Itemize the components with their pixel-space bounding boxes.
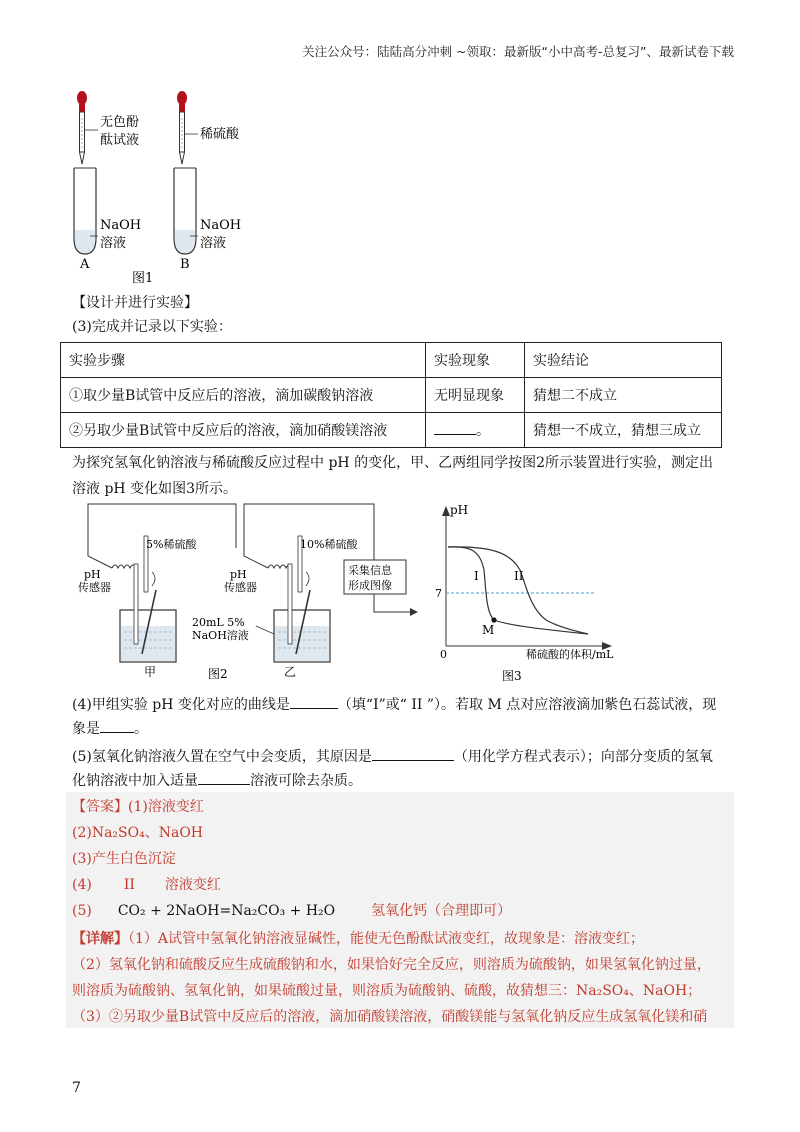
answer-blank — [100, 718, 134, 733]
section-title: 【设计并进行实验】 — [72, 295, 198, 311]
table-header-cell: 实验现象 — [426, 343, 525, 378]
tube-a-letter: A — [80, 257, 90, 272]
collector-label-2: 形成图像 — [348, 579, 392, 592]
tube-a-label-2: 溶液 — [100, 236, 127, 251]
answer-5-number: (5) — [72, 903, 92, 919]
detail-3: 则溶质为硫酸钠、氢氧化钠，如果硫酸过量，则溶质为硫酸钠、硫酸，故猜想三：Na₂SO₄、NaOH； — [72, 983, 702, 999]
figure-3-ph-chart — [430, 500, 640, 686]
beaker-yi-icon — [274, 536, 330, 662]
dropper-a-label: 无色酚 — [100, 115, 140, 130]
tube-b-letter: B — [180, 257, 190, 272]
table-cell: ②另取少量B试管中反应后的溶液，滴加硝酸镁溶液 — [61, 413, 426, 448]
answer-line-5 — [72, 900, 511, 922]
q5-text-c: 化钠溶液中加入适量 — [72, 773, 198, 789]
page-header: 关注公众号：陆陆高分冲刺 ~领取：最新版“小中高考-总复习”、最新试卷下载 — [302, 44, 734, 59]
curve-ii — [448, 547, 588, 634]
curve-i-label: I — [474, 569, 479, 583]
answer-1: (1)溶液变红 — [128, 799, 204, 815]
page-number: 7 — [72, 1080, 81, 1096]
answer-line-1 — [72, 796, 204, 818]
table-cell: 猜想一不成立，猜想三成立 — [525, 413, 722, 448]
acid-b-label: 10%稀硫酸 — [300, 538, 358, 551]
q4-line-1 — [72, 694, 716, 716]
dropper-a-icon — [77, 91, 87, 164]
figure-2-apparatus — [60, 498, 440, 684]
answer-blank — [434, 420, 476, 435]
q5-line-1 — [72, 746, 713, 768]
curve-ii-label: II — [514, 569, 524, 583]
detail-4: （3）②另取少量B试管中反应后的溶液，滴加硝酸镁溶液，硝酸镁能与氢氧化钠反应生成氢氧化镁和硝 — [72, 1009, 708, 1025]
detail-2: （2）氢氧化钠和硫酸反应生成硫酸钠和水，如果恰好完全反应，则溶质为硫酸钠，如果氢氧化钠过量， — [72, 957, 711, 973]
table-header-cell: 实验结论 — [525, 343, 722, 378]
point-m-label: M — [482, 623, 495, 637]
table-header-row — [61, 343, 722, 378]
detail-tag: 【详解】 — [72, 931, 128, 947]
dropper-b-icon — [177, 91, 187, 164]
table-cell: ①取少量B试管中反应后的溶液，滴加碳酸钠溶液 — [61, 378, 426, 413]
origin-label: 0 — [440, 648, 447, 661]
table-header-cell: 实验步骤 — [61, 343, 426, 378]
sensor-a-label: pH — [84, 568, 101, 581]
detail-line-1 — [72, 928, 644, 950]
label-yi: 乙 — [284, 665, 297, 679]
detail-1: （1）A试管中氢氧化钠溶液显碱性，能使无色酚酞试液变红，故现象是：溶液变红； — [128, 931, 645, 947]
answer-line-4 — [72, 874, 221, 896]
figure-3-caption: 图3 — [502, 669, 522, 683]
solution-label-2: NaOH溶液 — [192, 629, 249, 642]
label-jia: 甲 — [144, 665, 157, 679]
y-tick-7: 7 — [435, 587, 442, 600]
answer-blank — [372, 746, 454, 761]
sensor-b-label-2: 传感器 — [224, 581, 257, 594]
experiment-table — [60, 342, 722, 448]
answer-3: (3)产生白色沉淀 — [72, 851, 176, 867]
figure-1-test-tubes — [60, 88, 300, 288]
tube-a-label: NaOH — [100, 218, 142, 233]
point-m — [491, 617, 496, 622]
answer-blank — [290, 694, 338, 709]
q5-text-d: 溶液可除去杂质。 — [250, 773, 362, 789]
tube-b-label-2: 溶液 — [200, 236, 227, 251]
sensor-b-label: pH — [230, 568, 247, 581]
figure-2-caption: 图2 — [208, 667, 228, 681]
collector-label-1: 采集信息 — [348, 564, 392, 577]
tube-b-label: NaOH — [200, 218, 242, 233]
intro-line-1: 为探究氢氧化钠溶液与稀硫酸反应过程中 pH 的变化，甲、乙两组同学按图2所示装置进行实验，测定出 — [72, 455, 713, 471]
solution-label: 20mL 5% — [192, 616, 245, 629]
q4-text-a: (4)甲组实验 pH 变化对应的曲线是 — [72, 697, 290, 713]
acid-a-label: 5%稀硫酸 — [146, 538, 197, 551]
answer-blank — [198, 770, 250, 785]
answer-tag: 【答案】 — [72, 799, 128, 815]
table-cell-period: 。 — [476, 423, 490, 439]
q5-text-b: （用化学方程式表示）；向部分变质的氢氧 — [453, 749, 713, 765]
test-tube-b-icon — [174, 168, 196, 254]
beaker-jia-icon — [120, 536, 176, 662]
answer-2: (2)Na₂SO₄、NaOH — [72, 825, 204, 841]
q4-text-c: 象是 — [72, 721, 100, 737]
table-cell: 猜想二不成立 — [525, 378, 722, 413]
table-row — [61, 413, 722, 448]
table-cell: 无明显现象 — [426, 378, 525, 413]
q4-line-2 — [72, 718, 148, 740]
dropper-a-label-2: 酞试液 — [100, 133, 140, 148]
answer-5-text: 氢氧化钙（合理即可） — [371, 903, 512, 919]
x-axis-label: 稀硫酸的体积/mL — [526, 648, 614, 661]
q3-intro: (3)完成并记录以下实验： — [72, 319, 232, 335]
answer-5-equation: CO₂ + 2NaOH=Na₂CO₃ + H₂O — [117, 903, 336, 919]
answer-4-curve: II — [123, 877, 135, 893]
dropper-b-label: 稀硫酸 — [200, 127, 240, 142]
table-cell-blank — [426, 413, 525, 448]
q4-text-b: （填“I”或“ II ”）。若取 M 点对应溶液滴加紫色石蕊试液，现 — [337, 697, 717, 713]
q5-text-a: (5)氢氧化钠溶液久置在空气中会变质，其原因是 — [72, 749, 372, 765]
curve-i — [448, 547, 588, 634]
y-axis-label: pH — [450, 503, 469, 517]
sensor-a-label-2: 传感器 — [78, 581, 111, 594]
answer-4-text: 溶液变红 — [164, 877, 221, 893]
table-row — [61, 378, 722, 413]
q5-line-2 — [72, 770, 362, 792]
figure-1-caption: 图1 — [132, 271, 154, 286]
answer-4-number: (4) — [72, 877, 92, 893]
q4-text-d: 。 — [134, 721, 148, 737]
intro-line-2: 溶液 pH 变化如图3所示。 — [72, 481, 237, 497]
test-tube-a-icon — [74, 168, 96, 254]
